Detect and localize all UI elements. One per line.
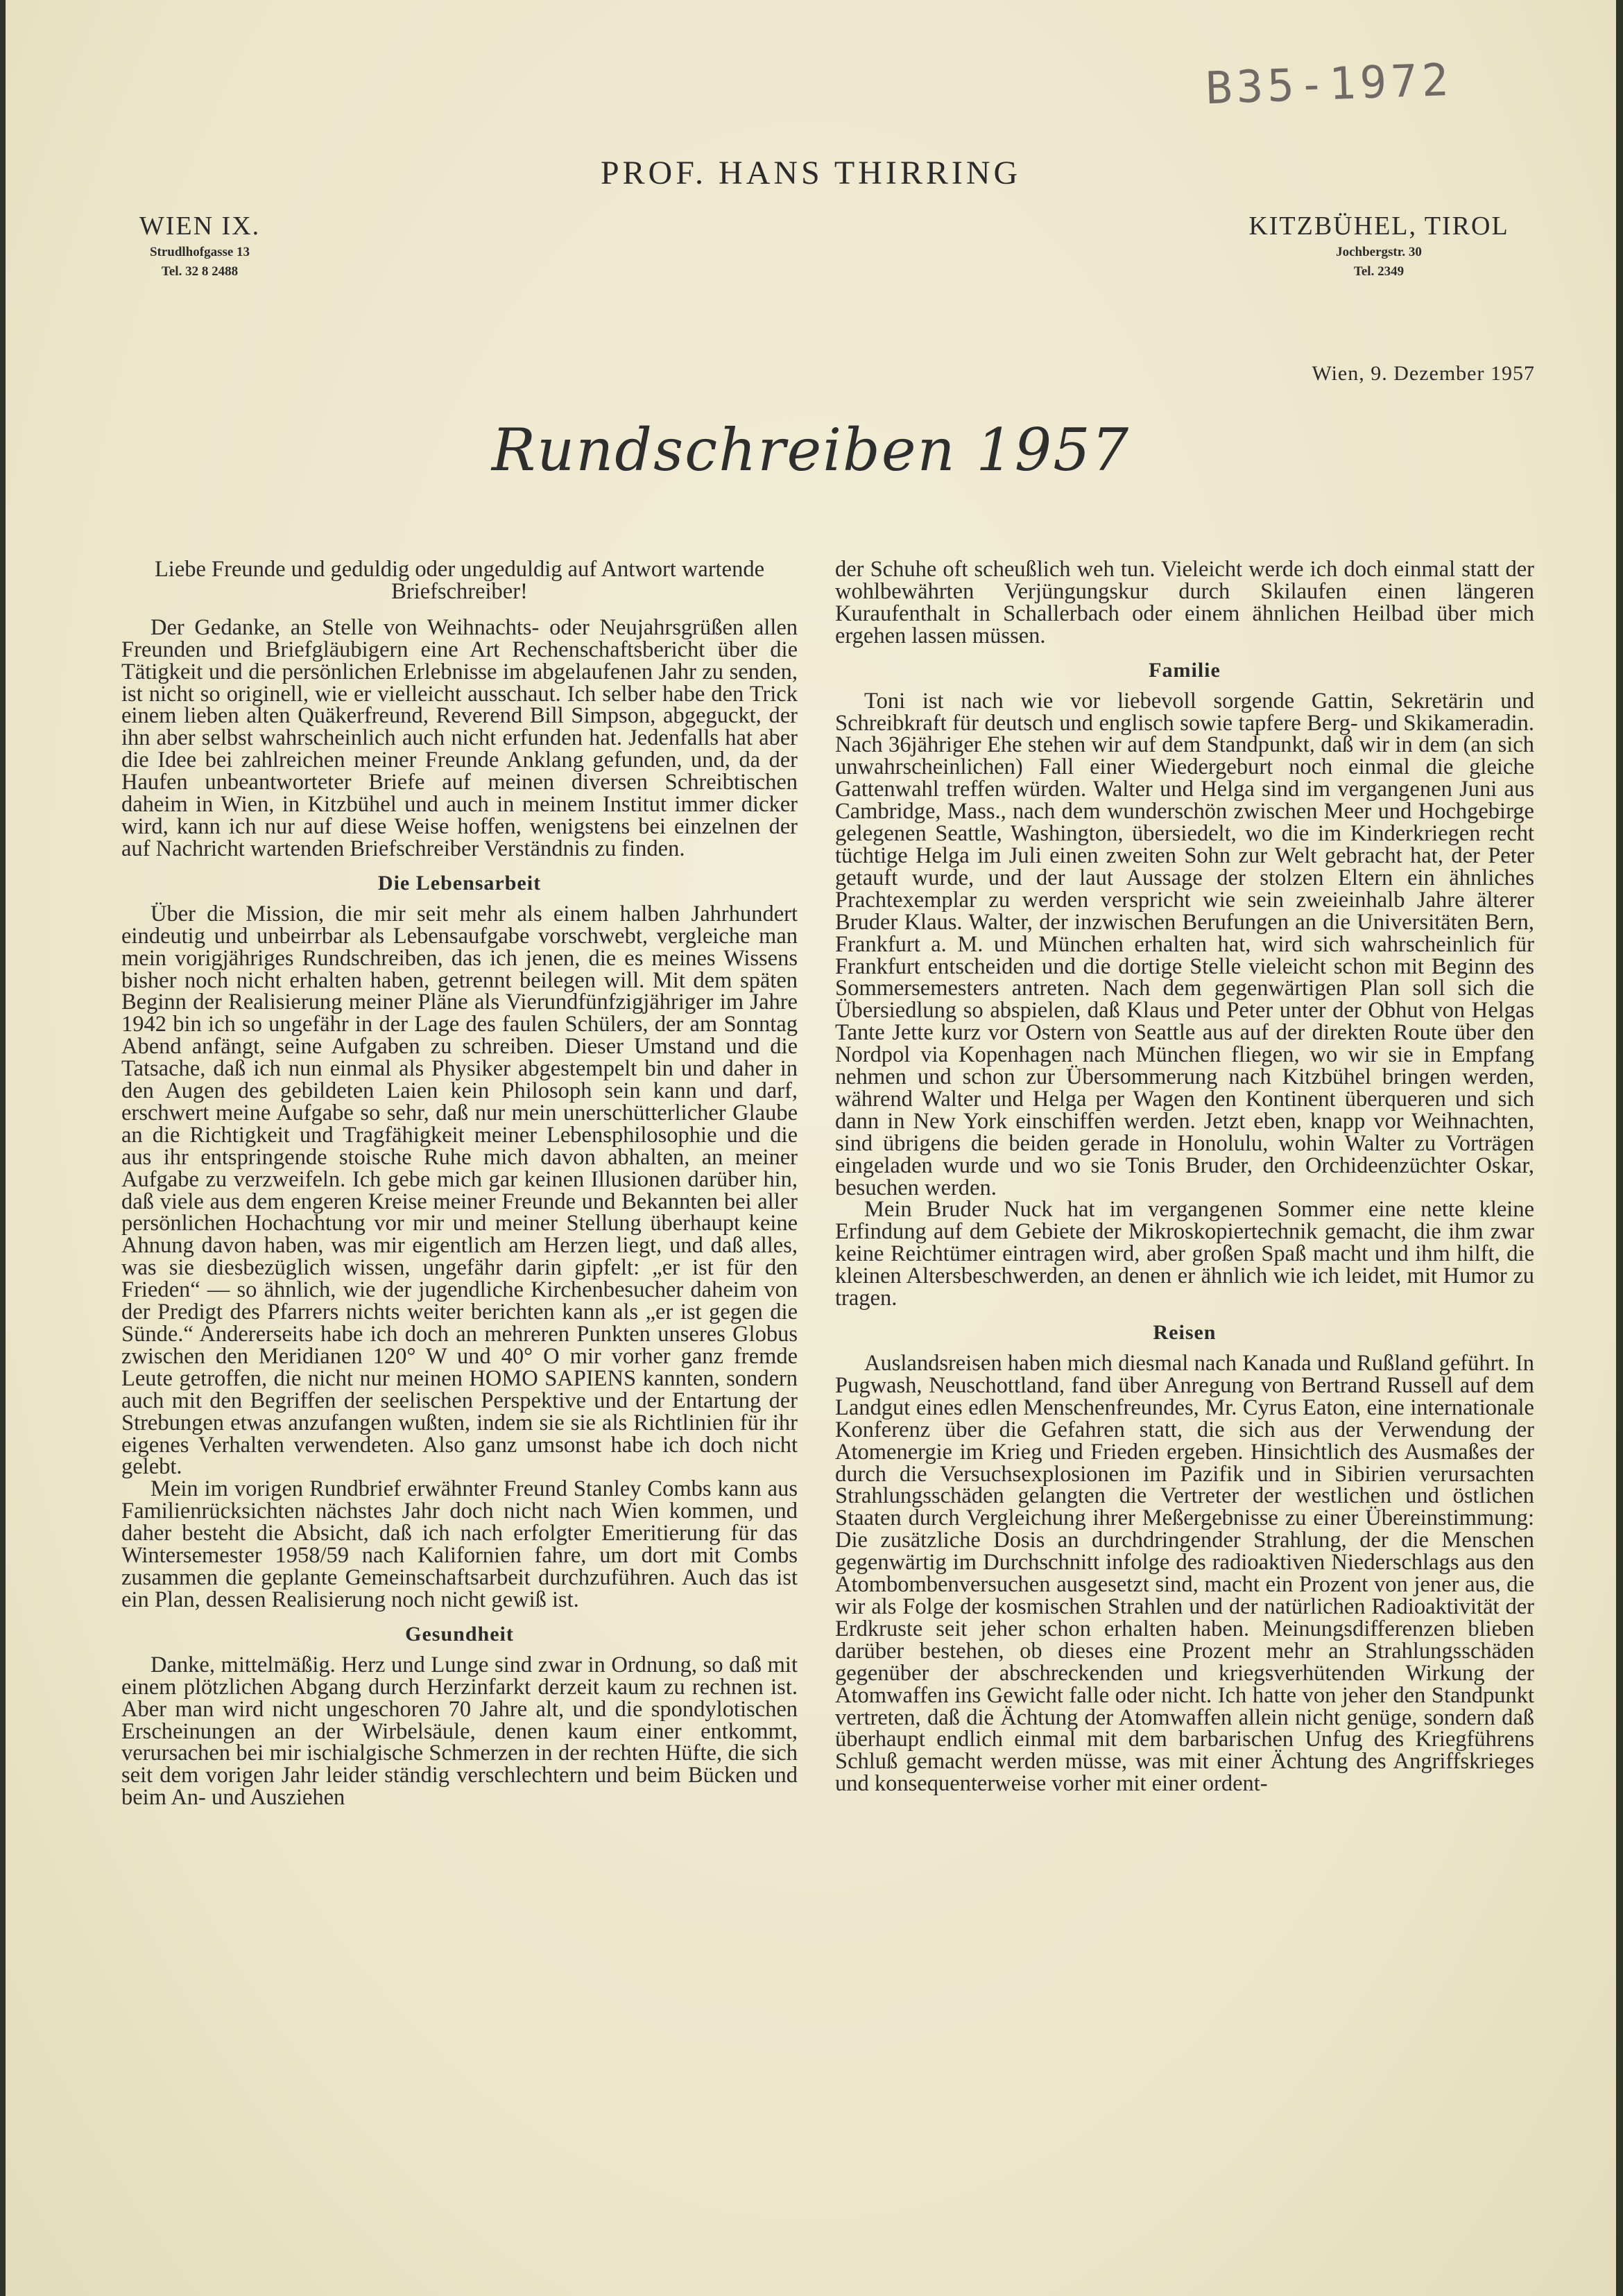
- address-phone: Tel. 2349: [1353, 264, 1405, 279]
- paragraph-reisen: Auslandsreisen haben mich diesmal nach Kanada und Rußland geführt. In Pugwash, Neuschottland, fand über Anregung von Bertrand Russell auf dem Landgut eines edlen Menschenfreundes, Mr. Cyrus Eaton, eine internationale Konferenz über die Gefahren statt, die sich aus der Verwendung der Atomenergie im Krieg und Frieden ergeben. Hinsichtlich des Ausmaßes der durch die Versuchsexplosionen im Pazifik und in Sibirien verursachten Strahlungsschäden gelangten die Vertreter der westlichen und östlichen Staaten durch Vergleichung ihrer Meßergebnisse zu einer Übereinstimmung: Die zusätzliche Dosis an durchdringender Strahlung, der die Menschen gegenwärtig im Durchschnitt infolge des radioaktiven Niederschlags aus den Atombombenversuchen ausgesetzt sind, macht ein Prozent von jener aus, die wir als Folge der kosmischen Strahlen und der natürlichen Radioaktivität der Erdkruste seit jeher schon erhalten haben. Meinungsdifferenzen blieben darüber bestehen, ob dieses eine Prozent mehr an Strahlungsschäden gegenüber der abschreckenden und kriegsverhütenden Wirkung der Atomwaffen ins Gewicht falle oder nicht. Ich hatte von jeher den Standpunkt vertreten, daß die Ächtung der Atomwaffen allein nicht genüge, sondern daß überhaupt endlich einmal mit dem barbarischen Unfug des Kriegführens Schluß gemacht werden müsse, was mit einer Ächtung des Angriffskrieges und konsequenterweise vorher mit einer ordent-: [835, 1351, 1534, 1797]
- section-heading-familie: Familie: [1149, 658, 1221, 682]
- letterhead-address-vienna: [110, 209, 290, 282]
- address-street: Jochbergstr. 30: [1336, 245, 1422, 259]
- section-heading-reisen: Reisen: [1153, 1321, 1217, 1344]
- letterhead-address-kitzbuehel: [1226, 209, 1531, 282]
- paragraph-familie-1: Toni ist nach wie vor liebevoll sorgende Gattin, Sekretärin und Schreibkraft für deutsch und englisch sowie tapfere Berg- und Skikameradin. Nach 36jähriger Ehe stehen wir auf dem Standpunkt, daß wir in dem (an sich unwahrscheinlichen) Fall einer Wiedergeburt noch einmal die gleiche Gattenwahl treffen würden. Walter und Helga sind im vergangenen Juni aus Cambridge, Mass., nach dem wunderschön zwischen Meer und Hochgebirge gelegenen Seattle, Washington, übersiedelt, wo die im Kinderkriegen recht tüchtige Helga im Juli einen zweiten Sohn zur Welt gebracht hat, der Peter getauft wurde, und der laut Aussage der stolzen Eltern ein ähnliches Prachtexemplar zu werden verspricht wie sein zweieinhalb Jahre älterer Bruder Klaus. Walter, der inzwischen Berufungen an die Universitäten Bern, Frankfurt a. M. und München erhalten hat, wird sich wahrscheinlich für Frankfurt entscheiden und die dortige Stelle vieleicht schon mit Beginn des Sommersemesters antreten. Nach dem gegenwärtigen Plan soll sich die Übersiedlung so abspielen, daß Klaus und Peter unter der Obhut von Helgas Tante Jette kurz vor Ostern von Seattle aus auf der direkten Route über den Nordpol via Kopenhagen nach München fliegen, wo wir sie in Empfang nehmen und schon zur Übersommerung nach Kitzbühel bringen werden, während Walter und Helga per Wagen den Kontinent überqueren und sich dann in New York einschiffen werden. Jetzt eben, knapp vor Weihnachten, sind übrigens die beiden gerade in Honolulu, wohin Walter zu Vorträgen eingeladen wurde und wo sie Tonis Bruder, den Orchideenzüchter Oskar, besuchen werden.: [835, 688, 1534, 1200]
- paragraph-lebensarbeit-1: Über die Mission, die mir seit mehr als einem halben Jahrhundert eindeutig und unbeirrbar als Lebensaufgabe vorschwebt, vergleiche man mein vorigjähriges Rundschreiben, das ich jenen, die es meines Wissens bisher noch nicht erhalten haben, getrennt beilegen will. Mit dem späten Beginn der Realisierung meiner Pläne als Vierundfünfzigjähriger im Jahre 1942 bin ich so ungefähr in der Lage des faulen Schülers, der am Sonntag Abend anfängt, seine Aufgaben zu schreiben. Dieser Umstand und die Tatsache, daß ich nun einmal als Physiker abgestempelt bin und daher in den Augen des gebildeten Laien kein Philosoph sein kann und darf, erschwert meine Aufgabe so sehr, daß nur mein unerschütterlicher Glaube an die Richtigkeit und Tragfähigkeit meiner Lebensphilosophie und die aus ihr entspringende stoische Ruhe mich davon abhalten, an meiner Aufgabe zu verzweifeln. Ich gebe mich gar keinen Illusionen darüber hin, daß viele aus dem engeren Kreise meiner Freunde und Bekannten bei aller persönlichen Hochachtung vor mir und meiner Stellung überhaupt keine Ahnung davon haben, was mir eigentlich am Herzen liegt, und daß alles, was sie diesbezüglich wissen, ungefähr darin gipfelt: „er ist für den Frieden“ — so ähnlich, wie der jugendliche Kirchenbesucher daheim von der Predigt des Pfarrers nichts weiter berichten kann als „er ist gegen die Sünde.“ Andererseits habe ich doch an mehreren Punkten unseres Globus zwischen den Meridianen 120° W und 40° O mir vorher ganz fremde Leute getroffen, die nicht nur meinen HOMO SAPIENS kannten, sondern auch mit den Begriffen der seelischen Perspektive und der Entartung der Strebungen etwas anzufangen wußten, indem sie sie als Richtlinien für ihr eigenes Verhalten verwendeten. Also ganz umsonst habe ich doch nicht gelebt.: [121, 901, 798, 1480]
- paragraph-lebensarbeit-2: Mein im vorigen Rundbrief erwähnter Freund Stanley Combs kann aus Familienrücksichten nächstes Jahr doch nicht nach Wien kommen, und daher besteht die Absicht, daß ich nach erfolgter Emeritierung für das Wintersemester 1958/59 nach Kalifornien fahre, um dort mit Combs zusammen die geplante Gemeinschaftsarbeit durchzuführen. Auch das ist ein Plan, dessen Realisierung noch nicht gewiß ist.: [121, 1476, 798, 1612]
- archive-handwritten-note: B35-1972: [1204, 54, 1454, 115]
- section-heading-lebensarbeit: Die Lebensarbeit: [377, 871, 542, 895]
- letter-title: Rundschreiben 1957: [491, 416, 1131, 484]
- address-phone: Tel. 32 8 2488: [161, 264, 239, 279]
- paragraph-gesundheit-continued: der Schuhe oft scheußlich weh tun. Vieleicht werde ich doch einmal statt der wohlbewährten Verjüngungskur durch Skilaufen einen längeren Kuraufenthalt in Schallerbach oder einem ähnlichen Heilbad über mich ergehen lassen müssen.: [835, 557, 1534, 648]
- letter-date: Wien, 9. Dezember 1957: [1312, 362, 1535, 385]
- address-city: KITZBÜHEL, TIROL: [1248, 212, 1509, 241]
- address-city: WIEN IX.: [139, 212, 261, 241]
- letterhead-name: PROF. HANS THIRRING: [600, 155, 1022, 191]
- section-heading-gesundheit: Gesundheit: [405, 1622, 514, 1646]
- right-text-column: [835, 559, 1534, 1795]
- paragraph-familie-2: Mein Bruder Nuck hat im vergangenen Sommer eine nette kleine Erfindung auf dem Gebiete der Mikroskopiertechnik gemacht, die ihm zwar keine Reichtümer eintragen wird, aber großen Spaß macht und ihm hilft, die kleinen Altersbeschwerden, an denen er ähnlich wie ich leidet, mit Humor zu tragen.: [835, 1197, 1534, 1311]
- address-street: Strudlhofgasse 13: [149, 245, 250, 259]
- paragraph-gesundheit: Danke, mittelmäßig. Herz und Lunge sind zwar in Ordnung, so daß mit einem plötzlichen Abgang durch Herzinfarkt derzeit kaum zu rechnen ist. Aber man wird nicht ungeschoren 70 Jahre alt, und die spondylotischen Erscheinungen an der Wirbelsäule, denen kaum einer entkommt, verursachen bei mir ischialgische Schmerzen in der rechten Hüfte, die sich seit dem vorigen Jahr leider ständig verschlechtern und beim Bücken und beim An- und Ausziehen: [121, 1652, 798, 1811]
- letter-page: [6, 0, 1616, 2296]
- salutation: Liebe Freunde und geduldig oder ungeduldig auf Antwort wartende Briefschreiber!: [154, 557, 765, 604]
- paragraph-intro: Der Gedanke, an Stelle von Weihnachts- oder Neujahrsgrüßen allen Freunden und Briefgläubigern eine Art Rechenschaftsbericht über die Tätigkeit und die persönlichen Erlebnisse im abgelaufenen Jahr zu senden, ist nicht so originell, wie er vielleicht ausschaut. Ich selber habe den Trick einem lieben alten Quäkerfreund, Reverend Bill Simpson, abgeguckt, der ihn aber selbst wahrscheinlich auch nicht erfunden hat. Jedenfalls hat aber die Idee bei zahlreichen meiner Freunde Anklang gefunden, und, da der Haufen unbeantworteter Briefe auf meinen diversen Schreibtischen daheim in Wien, in Kitzbühel und auch in meinem Institut immer dicker wird, kann ich nur auf diese Weise hoffen, wenigstens bei einzelnen der auf Nachricht wartenden Briefschreiber Verständnis zu finden.: [121, 614, 798, 861]
- left-text-column: [121, 559, 798, 1809]
